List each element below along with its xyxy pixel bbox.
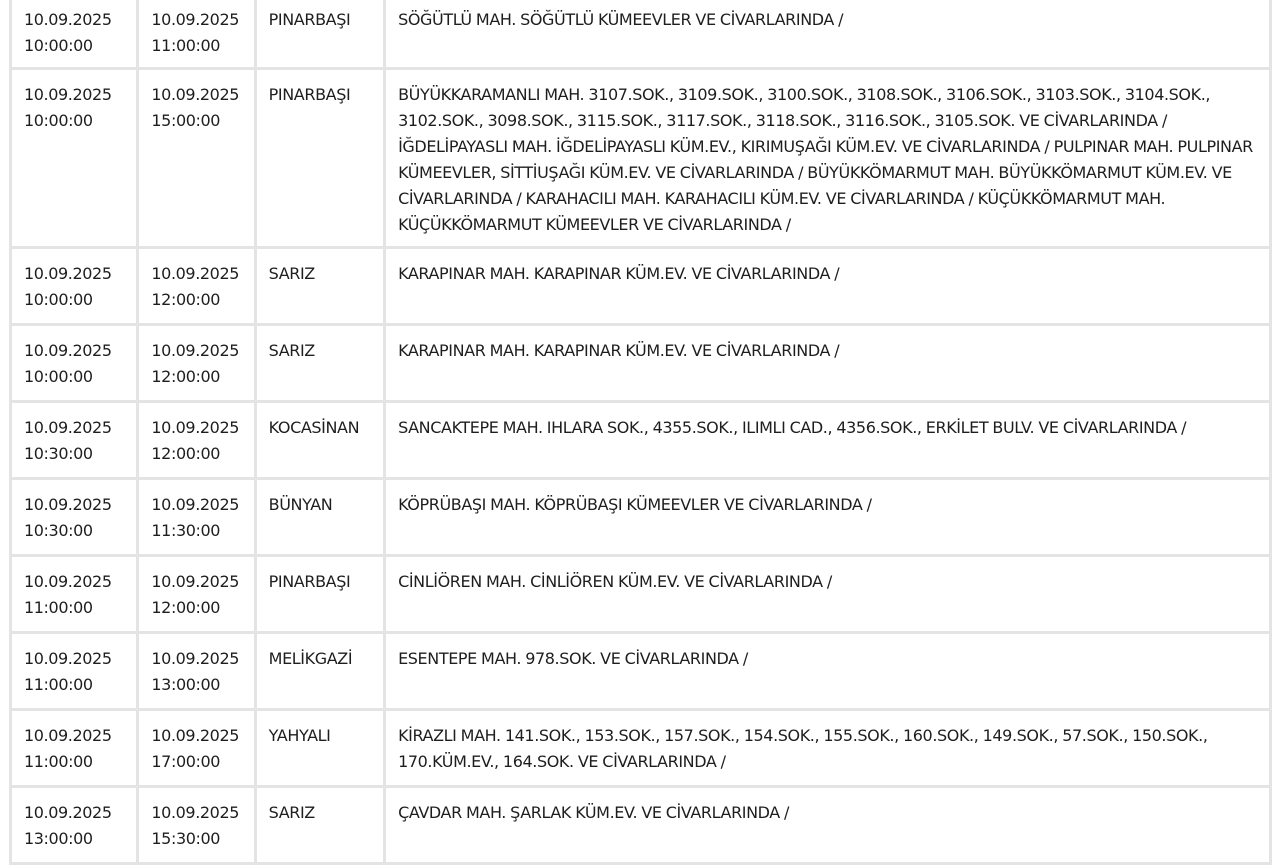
table-row [12, 0, 1269, 67]
start-time-cell: 10.09.2025 11:00:00 [12, 711, 136, 785]
end-time-cell: 10.09.2025 17:00:00 [139, 711, 253, 785]
locations-cell: ESENTEPE MAH. 978.SOK. VE CİVARLARINDA / [386, 634, 1269, 708]
locations-cell: CİNLİÖREN MAH. CİNLİÖREN KÜM.EV. VE CİVARLARINDA / [386, 557, 1269, 631]
district-cell: SARIZ [257, 788, 383, 862]
district-cell: BÜNYAN [257, 480, 383, 554]
table-row [12, 788, 1269, 862]
district-cell: SARIZ [257, 326, 383, 400]
district-cell: PINARBAŞI [257, 0, 383, 67]
end-time-cell: 10.09.2025 11:00:00 [139, 0, 253, 67]
locations-cell: ÇAVDAR MAH. ŞARLAK KÜM.EV. VE CİVARLARINDA / [386, 788, 1269, 862]
start-time-cell: 10.09.2025 10:00:00 [12, 70, 136, 246]
locations-cell: BÜYÜKKARAMANLI MAH. 3107.SOK., 3109.SOK., 3100.SOK., 3108.SOK., 3106.SOK., 3103.SOK., 3104.SOK., 3102.SOK., 3098.SOK., 3115.SOK., 3117.SOK., 3118.SOK., 3116.SOK., 3105.SOK. VE CİVARLARINDA / İĞDELİPAYASLI MAH. İĞDELİPAYASLI KÜM.EV., KIRIMUŞAĞI KÜM.EV. VE CİVARLARINDA / PULPINAR MAH. PULPINAR KÜMEEVLER, SİTTİUŞAĞI KÜM.EV. VE CİVARLARINDA / BÜYÜKKÖMARMUT MAH. BÜYÜKKÖMARMUT KÜM.EV. VE CİVARLARINDA / KARAHACILI MAH. KARAHACILI KÜM.EV. VE CİVARLARINDA / KÜÇÜKKÖMARMUT MAH. KÜÇÜKKÖMARMUT KÜMEEVLER VE CİVARLARINDA / [386, 70, 1269, 246]
table-row [12, 70, 1269, 246]
end-time-cell: 10.09.2025 11:30:00 [139, 480, 253, 554]
start-time-cell: 10.09.2025 10:00:00 [12, 326, 136, 400]
start-time-cell: 10.09.2025 11:00:00 [12, 634, 136, 708]
district-cell: PINARBAŞI [257, 70, 383, 246]
locations-cell: KARAPINAR MAH. KARAPINAR KÜM.EV. VE CİVARLARINDA / [386, 249, 1269, 323]
district-cell: MELİKGAZİ [257, 634, 383, 708]
district-cell: SARIZ [257, 249, 383, 323]
end-time-cell: 10.09.2025 12:00:00 [139, 326, 253, 400]
table-row [12, 326, 1269, 400]
end-time-cell: 10.09.2025 12:00:00 [139, 403, 253, 477]
locations-cell: SÖĞÜTLÜ MAH. SÖĞÜTLÜ KÜMEEVLER VE CİVARLARINDA / [386, 0, 1269, 67]
start-time-cell: 10.09.2025 13:00:00 [12, 788, 136, 862]
start-time-cell: 10.09.2025 11:00:00 [12, 557, 136, 631]
end-time-cell: 10.09.2025 15:00:00 [139, 70, 253, 246]
end-time-cell: 10.09.2025 13:00:00 [139, 634, 253, 708]
table-row [12, 634, 1269, 708]
end-time-cell: 10.09.2025 12:00:00 [139, 249, 253, 323]
table-row [12, 711, 1269, 785]
outage-table [9, 0, 1272, 865]
district-cell: KOCASİNAN [257, 403, 383, 477]
locations-cell: KARAPINAR MAH. KARAPINAR KÜM.EV. VE CİVARLARINDA / [386, 326, 1269, 400]
district-cell: PINARBAŞI [257, 557, 383, 631]
district-cell: YAHYALI [257, 711, 383, 785]
locations-cell: KÖPRÜBAŞI MAH. KÖPRÜBAŞI KÜMEEVLER VE CİVARLARINDA / [386, 480, 1269, 554]
start-time-cell: 10.09.2025 10:30:00 [12, 480, 136, 554]
start-time-cell: 10.09.2025 10:00:00 [12, 249, 136, 323]
locations-cell: SANCAKTEPE MAH. IHLARA SOK., 4355.SOK., ILIMLI CAD., 4356.SOK., ERKİLET BULV. VE CİVARLARINDA / [386, 403, 1269, 477]
start-time-cell: 10.09.2025 10:30:00 [12, 403, 136, 477]
end-time-cell: 10.09.2025 12:00:00 [139, 557, 253, 631]
start-time-cell: 10.09.2025 10:00:00 [12, 0, 136, 67]
table-row [12, 557, 1269, 631]
locations-cell: KİRAZLI MAH. 141.SOK., 153.SOK., 157.SOK., 154.SOK., 155.SOK., 160.SOK., 149.SOK., 57.SOK., 150.SOK., 170.KÜM.EV., 164.SOK. VE CİVARLARINDA / [386, 711, 1269, 785]
table-row [12, 249, 1269, 323]
table-row [12, 403, 1269, 477]
table-row [12, 480, 1269, 554]
end-time-cell: 10.09.2025 15:30:00 [139, 788, 253, 862]
